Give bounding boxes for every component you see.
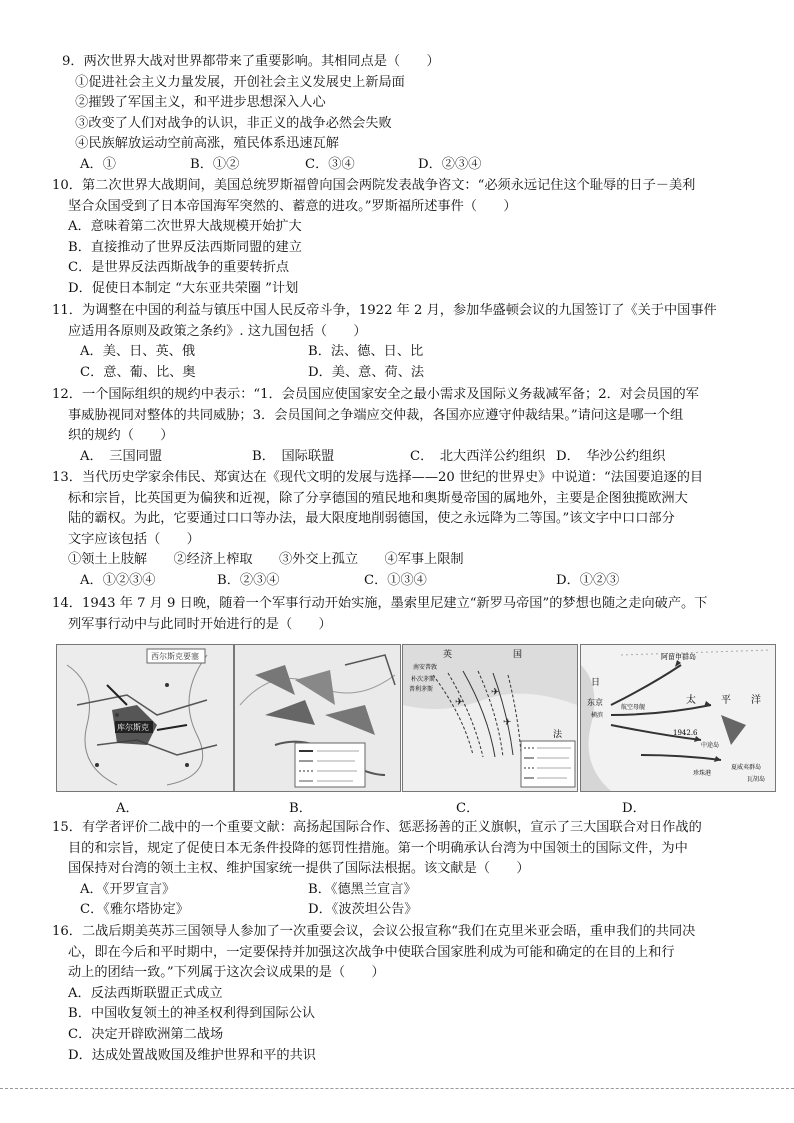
svg-text:✈: ✈ xyxy=(491,687,500,698)
map-c-label: 普利茅斯 xyxy=(409,686,434,693)
map-option-labels xyxy=(56,797,776,817)
options-row xyxy=(52,342,752,363)
option-d[interactable]: D．达成处置战败国及维护世界和平的共识 xyxy=(68,1047,316,1063)
options-row xyxy=(62,155,752,176)
option-b[interactable]: B．直接推动了世界反法西斯同盟的建立 xyxy=(68,239,302,255)
question-stem: 13．当代历史学家余伟民、郑寅达在《现代文明的发展与选择——20 世纪的世界史》中说道：“法国要追逐的目 xyxy=(52,470,704,485)
option-d[interactable]: D．美、意、荷、法 xyxy=(308,364,425,380)
map-c-label: 南安普敦 xyxy=(413,664,438,671)
option-b[interactable]: B．①② xyxy=(190,156,240,172)
option-c[interactable]: C．决定开辟欧洲第二战场 xyxy=(68,1026,224,1042)
option-b[interactable]: B．法、德、日、比 xyxy=(308,344,424,360)
map-d-drawing xyxy=(581,645,775,791)
question-stem-cont: 事威胁视同对整体的共同威胁；3．会员国间之争端应交仲裁，各国亦应遵守仲裁结果。”请问这是哪一个组 xyxy=(68,407,684,423)
option-d[interactable]: D．②③④ xyxy=(418,156,482,172)
option-b[interactable]: B． xyxy=(289,801,312,816)
option-c[interactable]: C．意、葡、比、奥 xyxy=(80,364,196,380)
question-15 xyxy=(52,818,752,921)
option-c[interactable]: C． 北大西洋公约组织 xyxy=(410,448,546,464)
question-stem: 14．1943 年 7 月 9 日晚，随着一个军事行动开始实施，墨索里尼建立“新罗马帝国”的梦想也随之走向破产。下 xyxy=(52,596,708,611)
options-row xyxy=(52,363,752,384)
option-c[interactable]: C．《雅尔塔协定》 xyxy=(80,902,189,918)
question-stem-cont: 国保持对台湾的领土主权、维护国家统一提供了国际法根据。该文献是（ ） xyxy=(68,861,530,877)
statement-3: ③改变了人们对战争的认识，非正义的战争必然会失败 xyxy=(62,115,392,131)
option-c[interactable]: C． xyxy=(456,801,480,816)
question-16 xyxy=(52,922,752,1066)
options-row xyxy=(52,571,752,592)
map-a-title: 西尔斯克要塞 xyxy=(151,652,199,661)
statement-2: ②摧毁了军国主义，和平进步思想深入人心 xyxy=(62,95,326,111)
question-stem: 10．第二次世界大战期间，美国总统罗斯福曾向国会两院发表战争咨文：“必须永远记住这个耻辱的日子－美利 xyxy=(52,178,696,193)
question-stem: 11．为调整在中国的利益与镇压中国人民反帝斗争，1922 年 2 月，参加华盛顿会议的九国签订了《关于中国事件 xyxy=(52,303,717,318)
statement-4: ④民族解放运动空前高涨，殖民体系迅速瓦解 xyxy=(62,136,339,152)
map-c[interactable] xyxy=(402,644,578,792)
map-d-label: 珍珠港 xyxy=(693,770,712,777)
map-d-label: 1942.6 xyxy=(673,729,698,737)
option-b[interactable]: B． 国际联盟 xyxy=(252,448,335,464)
question-9 xyxy=(62,52,752,176)
option-c[interactable]: C．①③④ xyxy=(364,572,427,588)
option-d[interactable]: D．促使日本制定 “大东亚共荣圈 ”计划 xyxy=(68,280,299,296)
map-d-label: 洋 xyxy=(751,695,761,706)
option-d[interactable]: D．《波茨坦公告》 xyxy=(308,902,418,918)
option-maps xyxy=(56,644,776,794)
question-stem: 12．一个国际组织的规约中表示：“1．会员国应使国家安全之最小需求及国际义务裁减军备；2．对会员国的军 xyxy=(52,387,699,402)
map-a-drawing xyxy=(57,645,233,791)
option-d[interactable]: D． 华沙公约组织 xyxy=(556,448,666,464)
option-a[interactable]: A．意味着第二次世界大战规模开始扩大 xyxy=(68,219,302,235)
statements: ①领土上肢解 ②经济上榨取 ③外交上孤立 ④军事上限制 xyxy=(68,552,464,568)
question-stem: 9．两次世界大战对世界都带来了重要影响。其相同点是（ ） xyxy=(62,54,440,69)
map-d-label: 太 xyxy=(686,695,696,706)
question-stem-cont: 目的和宗旨，规定了促使日本无条件投降的惩罚性措施。第一个明确承认台湾为中国领土的国际文件，为中 xyxy=(68,840,688,856)
map-c-label: 国 xyxy=(513,650,523,660)
footer-divider xyxy=(0,1088,794,1089)
option-c[interactable]: C．③④ xyxy=(305,156,355,172)
map-d-label: 瓦胡岛 xyxy=(747,776,766,783)
svg-text:✈: ✈ xyxy=(503,717,512,728)
option-a[interactable]: A．① xyxy=(80,156,116,172)
map-d-label: 中途岛 xyxy=(701,742,720,749)
option-a[interactable]: A．《开罗宣言》 xyxy=(80,881,176,897)
question-14 xyxy=(52,594,752,635)
map-d-label: 平 xyxy=(721,695,731,706)
option-b[interactable]: B．《德黑兰宣言》 xyxy=(308,881,417,897)
map-b-drawing xyxy=(235,645,400,791)
question-10 xyxy=(52,176,752,300)
map-d-label: 阿留申群岛 xyxy=(661,653,696,661)
option-a[interactable]: A．美、日、英、俄 xyxy=(80,344,196,360)
map-c-drawing xyxy=(403,645,577,791)
map-b[interactable] xyxy=(234,644,401,792)
question-stem-cont: 陆的霸权。为此，它要通过口口等办法，最大限度地削弱德国，使之永远降为二等国。”该文字中口口部分 xyxy=(68,511,675,527)
map-d-label: 东京 xyxy=(587,698,603,707)
question-stem-cont: 织的规约（ ） xyxy=(68,428,174,444)
question-stem-cont: 标和宗旨，比英国更为偏狭和近视，除了分享德国的殖民地和奥斯曼帝国的属地外，主要是企图独揽欧洲大 xyxy=(68,490,688,506)
options-row xyxy=(52,880,752,901)
map-a[interactable] xyxy=(56,644,234,792)
option-a[interactable]: A． 三国同盟 xyxy=(80,448,163,464)
options-row xyxy=(52,900,752,921)
map-c-label: 英 xyxy=(443,650,453,660)
map-d-label: 日 xyxy=(591,678,601,688)
map-a-label: 库尔斯克 xyxy=(117,723,149,732)
option-c[interactable]: C．是世界反法西斯战争的重要转折点 xyxy=(68,260,290,276)
option-a[interactable]: A．①②③④ xyxy=(80,572,156,588)
question-stem-cont: 列军事行动中与此同时开始进行的是（ ） xyxy=(68,616,332,632)
option-d[interactable]: D． xyxy=(622,801,646,816)
option-a[interactable]: A．反法西斯联盟正式成立 xyxy=(68,985,223,1001)
question-13 xyxy=(52,468,752,592)
option-b[interactable]: B．中国收复领土的神圣权利得到国际公认 xyxy=(68,1006,316,1022)
option-d[interactable]: D．①②③ xyxy=(556,572,620,588)
question-stem-cont: 心，即在今后和平时期中，一定要保持并加强这次战争中使联合国家胜利成为可能和确定的在目的上和行 xyxy=(68,944,675,960)
svg-text:✈: ✈ xyxy=(455,697,464,708)
map-d-label: 航空母舰 xyxy=(621,704,646,711)
map-d-label: 横滨 xyxy=(591,712,604,719)
options-row xyxy=(52,447,752,468)
map-d-label: 夏威夷群岛 xyxy=(731,764,762,771)
option-a[interactable]: A． xyxy=(116,801,139,816)
map-c-label: 法 xyxy=(553,730,563,740)
map-c-label: 朴次茅斯 xyxy=(411,676,436,683)
question-stem-cont: 应适用各原则及政策之条约》. 这九国包括（ ） xyxy=(68,323,367,339)
map-d[interactable] xyxy=(580,644,776,792)
question-12 xyxy=(52,385,752,467)
question-11 xyxy=(52,301,752,383)
question-stem: 16．二战后期美英苏三国领导人参加了一次重要会议，会议公报宣称“我们在克里米亚会晤，重申我们的共同决 xyxy=(52,924,696,939)
option-b[interactable]: B．②③④ xyxy=(217,572,280,588)
question-stem-cont: 坚合众国受到了日本帝国海军突然的、蓄意的进攻。”罗斯福所述事件（ ） xyxy=(68,198,517,214)
question-stem-cont: 文字应该包括（ ） xyxy=(68,531,200,547)
statement-1: ①促进社会主义力量发展，开创社会主义发展史上新局面 xyxy=(62,74,405,90)
question-stem: 15．有学者评价二战中的一个重要文献：高扬起国际合作、惩恶扬善的正义旗帜，宣示了三大国联合对日作战的 xyxy=(52,820,702,835)
question-stem-cont: 动上的团结一致。”下列属于这次会议成果的是（ ） xyxy=(68,965,385,981)
